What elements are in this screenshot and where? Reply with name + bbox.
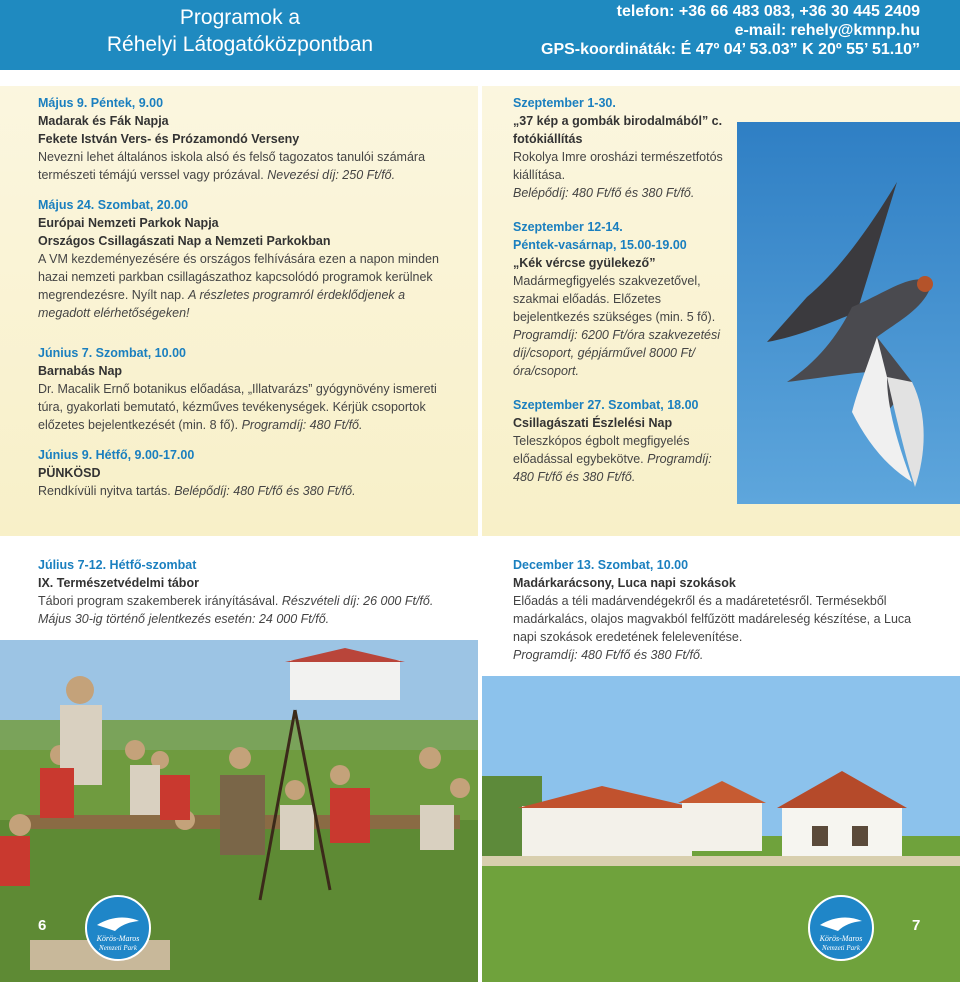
event-tabor	[38, 556, 458, 628]
national-park-logo-right	[808, 895, 874, 961]
event-fee: Belépődíj: 480 Ft/fő és 380 Ft/fő.	[513, 186, 695, 200]
event-title: Barnabás Nap	[38, 364, 123, 378]
event-title: IX. Természetvédelmi tábor	[38, 576, 199, 590]
event-fee: Belépődíj: 480 Ft/fő és 380 Ft/fő.	[174, 484, 356, 498]
event-date: December 13. Szombat, 10.00	[513, 558, 689, 572]
title-line-2: Réhelyi Látogatóközpontban	[106, 33, 374, 56]
event-csillagaszati	[513, 396, 728, 486]
event-title: Madárkarácsony, Luca napi szokások	[513, 576, 736, 590]
event-madarak-fak	[38, 94, 450, 184]
left-events	[38, 94, 450, 500]
logo-text-line1: Körös-Maros	[96, 934, 140, 943]
falcon-photo	[737, 122, 960, 504]
event-date: Május 24. Szombat, 20.00	[38, 198, 189, 212]
event-fee: Részvételi díj: 26 000 Ft/fő. Május 30-ig történő jelentkezés esetén: 24 000 Ft/fő.	[38, 594, 434, 626]
event-fee: Programdíj: 480 Ft/fő és 380 Ft/fő.	[513, 648, 704, 662]
page-number-left: 6	[38, 917, 47, 934]
event-punkosd	[38, 446, 450, 500]
event-title: Madarak és Fák Napja	[38, 114, 169, 128]
email: e-mail: rehely@kmnp.hu	[734, 22, 920, 39]
event-text: Dr. Macalik Ernő botanikus előadása, „Illatvarázs” gyógynövény ismereti túra, gyakorlati bemutató, kézműves tevékenységek. Kérjük csoportok előzetes bejelentkezését (min. 8 fő).	[38, 382, 437, 432]
event-date: Június 9. Hétfő, 9.00-17.00	[38, 448, 195, 462]
event-text: Előadás a téli madárvendégekről és a madáretetésről. Termésekből madárkalács, olajos magvakból felfűzött madáreleség készítése, a Luca napi szokások eredetének felelevenítése.	[513, 594, 912, 644]
page-title	[40, 4, 440, 58]
event-note: A részletes programról érdeklődjenek a megadott elérhetőségeken!	[38, 288, 406, 320]
title-line-1: Programok a	[179, 6, 301, 29]
national-park-logo-left	[85, 895, 151, 961]
event-title: „Kék vércse gyülekező”	[513, 256, 656, 270]
event-fee: Programdíj: 480 Ft/fő és 380 Ft/fő.	[513, 452, 712, 484]
event-text: Rokolya Imre orosházi természetfotós kiállítása.	[513, 150, 723, 182]
event-subtitle: Országos Csillagászati Nap a Nemzeti Parkokban	[38, 234, 331, 248]
event-title: Csillagászati Észlelési Nap	[513, 416, 673, 430]
event-fee: Programdíj: 480 Ft/fő.	[241, 418, 363, 432]
event-subtitle: Fekete István Vers- és Prózamondó Verseny	[38, 132, 300, 146]
event-title: Európai Nemzeti Parkok Napja	[38, 216, 219, 230]
event-text: Teleszkópos égbolt megfigyelés előadással egybekötve.	[513, 434, 690, 466]
event-text: Nevezni lehet általános iskola alsó és felső tagozatos tanulói számára természeti témájú verssel vagy prózával.	[38, 150, 426, 182]
logo-text-line1: Körös-Maros	[819, 934, 863, 943]
phone: telefon: +36 66 483 083, +36 30 445 2409	[616, 3, 920, 20]
camp-photo	[0, 640, 478, 982]
event-title: PÜNKÖSD	[38, 466, 101, 480]
event-time: Péntek-vasárnap, 15.00-19.00	[513, 238, 687, 252]
visitor-center-photo	[482, 676, 960, 982]
event-date: Június 7. Szombat, 10.00	[38, 346, 186, 360]
event-fee: Programdíj: 6200 Ft/óra szakvezetési díj/csoport, gépjárművel 8000 Ft/óra/csoport.	[513, 328, 721, 378]
event-barnabas	[38, 344, 450, 434]
event-date: Július 7-12. Hétfő-szombat	[38, 558, 197, 572]
event-gomba-kiallitas	[513, 94, 728, 202]
event-fee: Nevezési díj: 250 Ft/fő.	[267, 168, 396, 182]
event-kek-vercse	[513, 218, 728, 380]
right-events	[513, 94, 728, 486]
contact-info	[470, 2, 920, 59]
event-text: Rendkívüli nyitva tartás.	[38, 484, 171, 498]
bird-logo-icon	[808, 895, 874, 961]
event-title: „37 kép a gombák birodalmából” c. fotókiállítás	[513, 114, 723, 146]
event-date: Május 9. Péntek, 9.00	[38, 96, 164, 110]
event-nemzeti-parkok	[38, 196, 450, 322]
event-date: Szeptember 1-30.	[513, 96, 616, 110]
event-text: A VM kezdeményezésére és országos felhívására ezen a napon minden hazai nemzeti parkban csillagászathoz kapcsolódó programok kerülnek megrendezésre. Nyílt nap.	[38, 252, 439, 302]
logo-text-line2: Nemzeti Park	[822, 944, 860, 952]
event-date: Szeptember 12-14.	[513, 220, 623, 234]
gps-coordinates: GPS-koordináták: É 47º 04’ 53.03” K 20º 55’ 51.10”	[541, 41, 920, 58]
logo-text-line2: Nemzeti Park	[99, 944, 137, 952]
event-date: Szeptember 27. Szombat, 18.00	[513, 398, 699, 412]
event-text: Madármegfigyelés szakvezetővel, szakmai előadás. Előzetes bejelentkezés szükséges (min. 5 fő).	[513, 274, 716, 324]
bird-logo-icon	[85, 895, 151, 961]
page-number-right: 7	[912, 917, 921, 934]
event-madarkaracsony	[513, 556, 928, 664]
event-text: Tábori program szakemberek irányításával.	[38, 594, 279, 608]
